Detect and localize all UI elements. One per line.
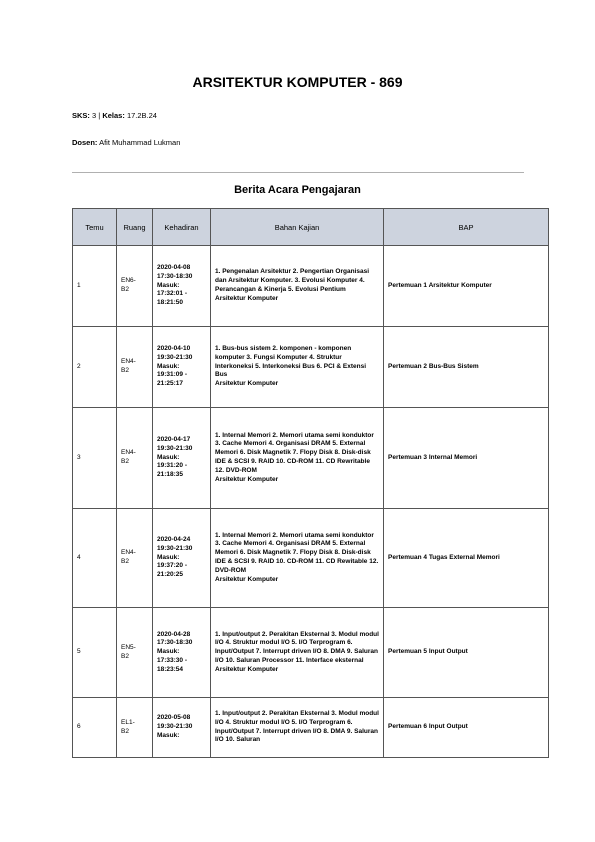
table-row <box>73 509 549 608</box>
header-ruang: Ruang <box>117 209 153 246</box>
table-row <box>73 608 549 698</box>
dosen-label: Dosen: <box>72 138 98 147</box>
separator: | <box>98 111 101 120</box>
kelas-value: 17.2B.24 <box>126 111 157 120</box>
cell-bahan-kajian: 1. Internal Memori 2. Memori utama semi konduktor 3. Cache Memori 4. Organisasi DRAM 5. External Memori 6. Disk Magnetik 7. Flopy Disk 8. Disk-disk IDE & SCSI 9. RAID 10. CD-ROM 11. CD Rewritable 12. DVD-ROM Arsitektur Komputer <box>211 408 384 509</box>
cell-bahan-kajian: 1. Input/output 2. Perakitan Eksternal 3. Modul modul I/O 4. Struktur modul I/O 5. I/O Terprogram 6. Input/Output 7. Interrupt driven I/O 8. DMA 9. Saluran I/O 10. Saluran Processor 11. Interface eksternal Arsitektur Komputer <box>211 608 384 698</box>
cell-ruang: EN6- B2 <box>117 246 153 327</box>
cell-bap: Pertemuan 1 Arsitektur Komputer <box>384 246 549 327</box>
cell-temu: 1 <box>73 246 117 327</box>
cell-temu: 5 <box>73 608 117 698</box>
cell-ruang: EL1- B2 <box>117 698 153 758</box>
table-header-row <box>73 209 549 246</box>
header-bap: BAP <box>384 209 549 246</box>
cell-ruang: EN5- B2 <box>117 608 153 698</box>
cell-kehadiran: 2020-04-10 19:30-21:30 Masuk: 19:31:09 - 21:25:17 <box>153 327 211 408</box>
cell-bap: Pertemuan 3 Internal Memori <box>384 408 549 509</box>
table-row <box>73 408 549 509</box>
cell-ruang: EN4- B2 <box>117 327 153 408</box>
cell-ruang: EN4- B2 <box>117 408 153 509</box>
cell-temu: 4 <box>73 509 117 608</box>
document-title: ARSITEKTUR KOMPUTER - 869 <box>192 74 403 90</box>
cell-kehadiran: 2020-04-24 19:30-21:30 Masuk: 19:37:20 - 21:20:25 <box>153 509 211 608</box>
kelas-label: Kelas: <box>102 111 125 120</box>
cell-kehadiran: 2020-04-28 17:30-18:30 Masuk: 17:33:30 - 18:23:54 <box>153 608 211 698</box>
sks-label: SKS: <box>72 111 90 120</box>
cell-bahan-kajian: 1. Internal Memori 2. Memori utama semi konduktor 3. Cache Memori 4. Organisasi DRAM 5. External Memori 6. Disk Magnetik 7. Flopy Disk 8. Disk-disk IDE & SCSI 9. RAID 10. CD-ROM 11. CD Rewitable 12. DVD-ROM Arsitektur Komputer <box>211 509 384 608</box>
cell-bahan-kajian: 1. Pengenalan Arsitektur 2. Pengertian Organisasi dan Arsitektur Komputer. 3. Evolusi Komputer 4. Perancangan & Kinerja 5. Evolusi Pentium Arsitektur Komputer <box>211 246 384 327</box>
cell-kehadiran: 2020-05-08 19:30-21:30 Masuk: <box>153 698 211 758</box>
cell-temu: 2 <box>73 327 117 408</box>
dosen-value: Afit Muhammad Lukman <box>99 138 181 147</box>
header-kehadiran: Kehadiran <box>153 209 211 246</box>
cell-kehadiran: 2020-04-08 17:30-18:30 Masuk: 17:32:01 - 18:21:50 <box>153 246 211 327</box>
cell-bap: Pertemuan 6 Input Output <box>384 698 549 758</box>
cell-kehadiran: 2020-04-17 19:30-21:30 Masuk: 19:31:20 - 21:18:35 <box>153 408 211 509</box>
divider <box>72 172 524 173</box>
section-title: Berita Acara Pengajaran <box>234 184 361 196</box>
cell-bap: Pertemuan 2 Bus-Bus Sistem <box>384 327 549 408</box>
cell-bap: Pertemuan 4 Tugas External Memori <box>384 509 549 608</box>
header-temu: Temu <box>73 209 117 246</box>
table-row <box>73 327 549 408</box>
course-info-line <box>72 111 157 120</box>
cell-bahan-kajian: 1. Bus-bus sistem 2. komponen - komponen komputer 3. Fungsi Komputer 4. Struktur Interkoneksi 5. Interkoneksi Bus 6. PCI & Extensi Bus Arsitektur Komputer <box>211 327 384 408</box>
teaching-record-table <box>72 208 549 758</box>
cell-ruang: EN4- B2 <box>117 509 153 608</box>
cell-temu: 6 <box>73 698 117 758</box>
cell-bap: Pertemuan 5 Input Output <box>384 608 549 698</box>
lecturer-line <box>72 138 180 147</box>
table-row <box>73 246 549 327</box>
sks-value: 3 <box>92 111 97 120</box>
cell-bahan-kajian: 1. Input/output 2. Perakitan Eksternal 3. Modul modul I/O 4. Struktur modul I/O 5. I/O Terprogram 6. Input/Output 7. Interrupt driven I/O 8. DMA 9. Saluran I/O 10. Saluran <box>211 698 384 758</box>
table-row <box>73 698 549 758</box>
cell-temu: 3 <box>73 408 117 509</box>
header-bahan-kajian: Bahan Kajian <box>211 209 384 246</box>
